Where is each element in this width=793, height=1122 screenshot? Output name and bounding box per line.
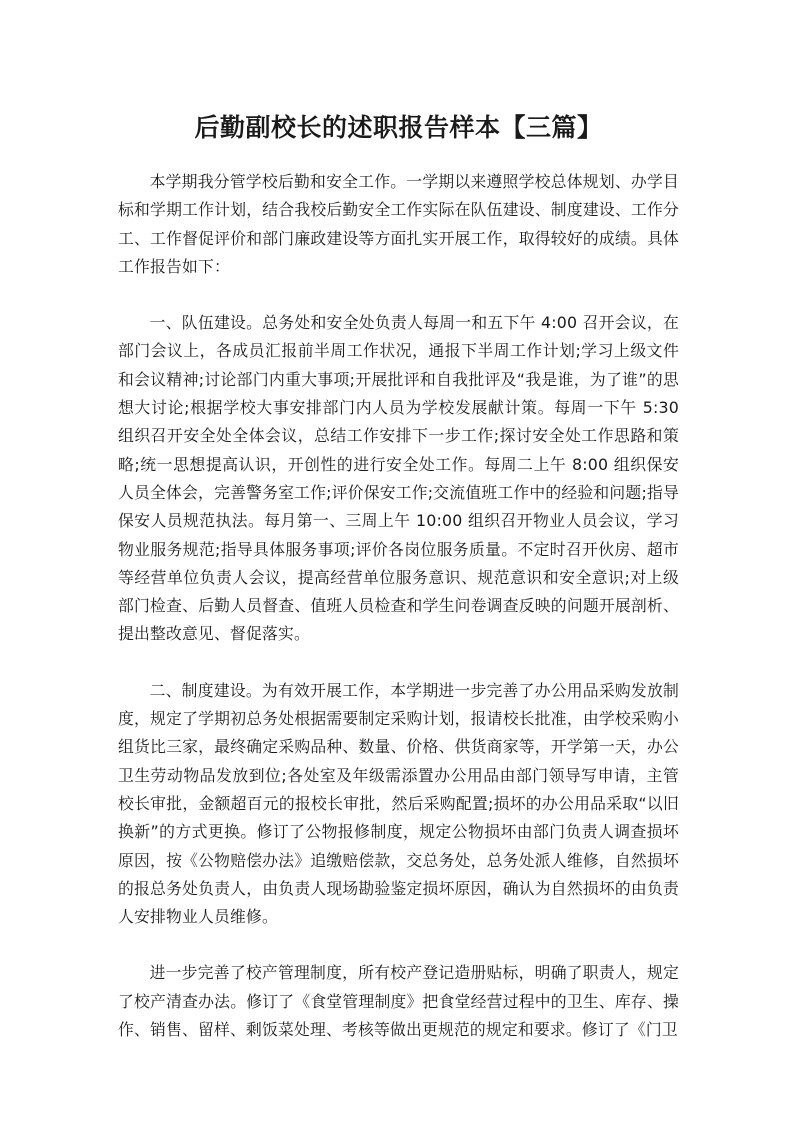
paragraph-intro: 本学期我分管学校后勤和安全工作。一学期以来遵照学校总体规划、办学目标和学期工作计划，结合我校后勤安全工作实际在队伍建设、制度建设、工作分工、工作督促评价和部门廉政建设等方面扎实开展工作，取得较好的成绩。具体工作报告如下：: [118, 172, 679, 276]
paragraph-team-building: 一、队伍建设。总务处和安全处负责人每周一和五下午 4:00 召开会议，在部门会议上，各成员汇报前半周工作状况，通报下半周工作计划;学习上级文件和会议精神;讨论部门内重大事项;开展批评和自我批评及“我是谁，为了谁”的思想大讨论;根据学校大事安排部门内人员为学校发展献计策。每周一下午 5:30 组织召开安全处全体会议，总结工作安排下一步工作;探讨安全处工作思路和策略;统一思想提高认识，开创性的进行安全处工作。每周二上午 8:00 组织保安人员全体会，完善警务室工作;评价保安工作;交流值班工作中的经验和问题;指导保安人员规范执法。每月第一、三周上午 10:00 组织召开物业人员会议，学习物业服务规范;指导具体服务事项;评价各岗位服务质量。不定时召开伙房、超市等经营单位负责人会议，提高经营单位服务意识、规范意识和安全意识;对上级部门检查、后勤人员督查、值班人员检查和学生问卷调查反映的问题开展剖析、提出整改意见、督促落实。: [118, 313, 679, 644]
paragraph-system-building: 二、制度建设。为有效开展工作，本学期进一步完善了办公用品采购发放制度，规定了学期初总务处根据需要制定采购计划，报请校长批准，由学校采购小组货比三家，最终确定采购品种、数量、价格、供货商家等，开学第一天，办公卫生劳动物品发放到位;各处室及年级需添置办公用品由部门领导写申请，主管校长审批，金额超百元的报校长审批，然后采购配置;损坏的办公用品采取“以旧换新”的方式更换。修订了公物报修制度，规定公物损坏由部门负责人调查损坏原因，按《公物赔偿办法》追缴赔偿款，交总务处，总务处派人维修，自然损坏的报总务处负责人，由负责人现场勘验鉴定损坏原因，确认为自然损坏的由负责人安排物业人员维修。: [118, 680, 679, 927]
document-title: 后勤副校长的述职报告样本【三篇】: [194, 113, 603, 142]
paragraph-asset-management: 进一步完善了校产管理制度，所有校产登记造册贴标，明确了职责人，规定了校产清查办法。修订了《食堂管理制度》把食堂经营过程中的卫生、库存、操作、销售、留样、剩饭菜处理、考核等做出更规范的规定和要求。修订了《门卫: [118, 963, 679, 1040]
